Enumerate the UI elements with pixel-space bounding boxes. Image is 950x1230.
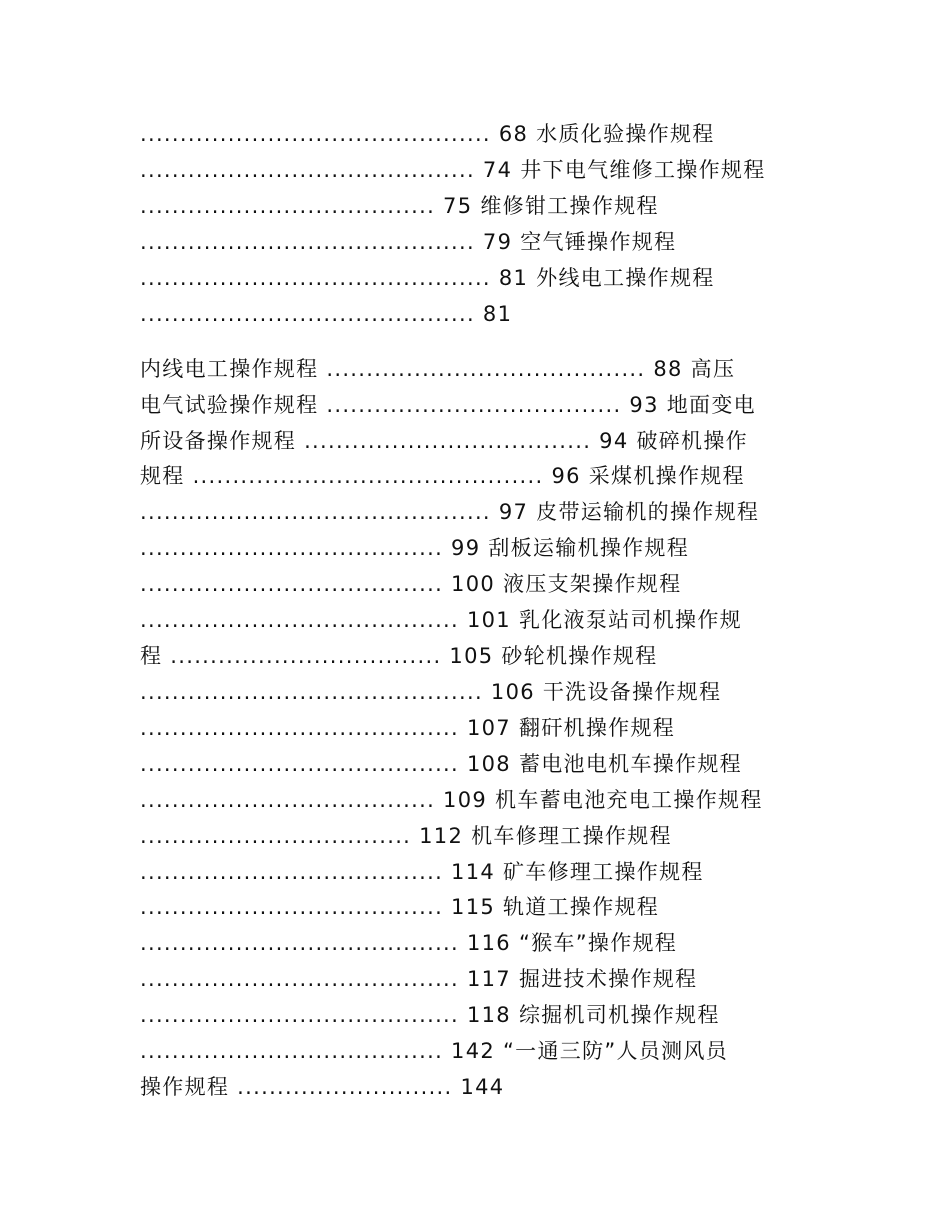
toc-line: ........................................... 106 干洗设备操作规程 [140,680,722,704]
toc-line: .......................................... 81 [140,302,513,326]
toc-line: 规程 ............................................ 96 采煤机操作规程 [140,464,745,488]
toc-line: 操作规程 ........................... 144 [140,1075,505,1099]
toc-line: ........................................ 101 乳化液泵站司机操作规 [140,608,742,632]
toc-line: 程 .................................. 105 砂轮机操作规程 [140,644,658,668]
toc-line: ..................................... 75 维修钳工操作规程 [140,194,659,218]
toc-line: ..................................... 109 机车蓄电池充电工操作规程 [140,788,763,812]
toc-line: ...................................... 142 “一通三防”人员测风员 [140,1039,729,1063]
toc-line: 所设备操作规程 .................................... 94 破碎机操作 [140,429,748,453]
toc-line: ...................................... 100 液压支架操作规程 [140,572,682,596]
toc-line: ............................................ 97 皮带运输机的操作规程 [140,500,760,524]
toc-line: ...................................... 99 刮板运输机操作规程 [140,536,690,560]
toc-line: ........................................ 117 掘进技术操作规程 [140,967,698,991]
toc-line: ........................................ 118 综掘机司机操作规程 [140,1003,720,1027]
toc-line: ........................................ 108 蓄电池电机车操作规程 [140,752,742,776]
toc-line: ........................................ 107 翻矸机操作规程 [140,716,676,740]
toc-line: .................................. 112 机车修理工操作规程 [140,824,672,848]
toc-line: ...................................... 115 轨道工操作规程 [140,895,660,919]
toc-line: .......................................... 74 井下电气维修工操作规程 [140,158,766,182]
toc-line: ............................................ 81 外线电工操作规程 [140,266,715,290]
toc-line: ........................................ 116 “猴车”操作规程 [140,931,678,955]
toc-line: .......................................... 79 空气锤操作规程 [140,230,677,254]
toc-line: ............................................ 68 水质化验操作规程 [140,122,715,146]
toc-line: 内线电工操作规程 ........................................ 88 高压 [140,357,736,381]
toc-line: 电气试验操作规程 ..................................... 93 地面变电 [140,393,756,417]
toc-line: ...................................... 114 矿车修理工操作规程 [140,860,704,884]
